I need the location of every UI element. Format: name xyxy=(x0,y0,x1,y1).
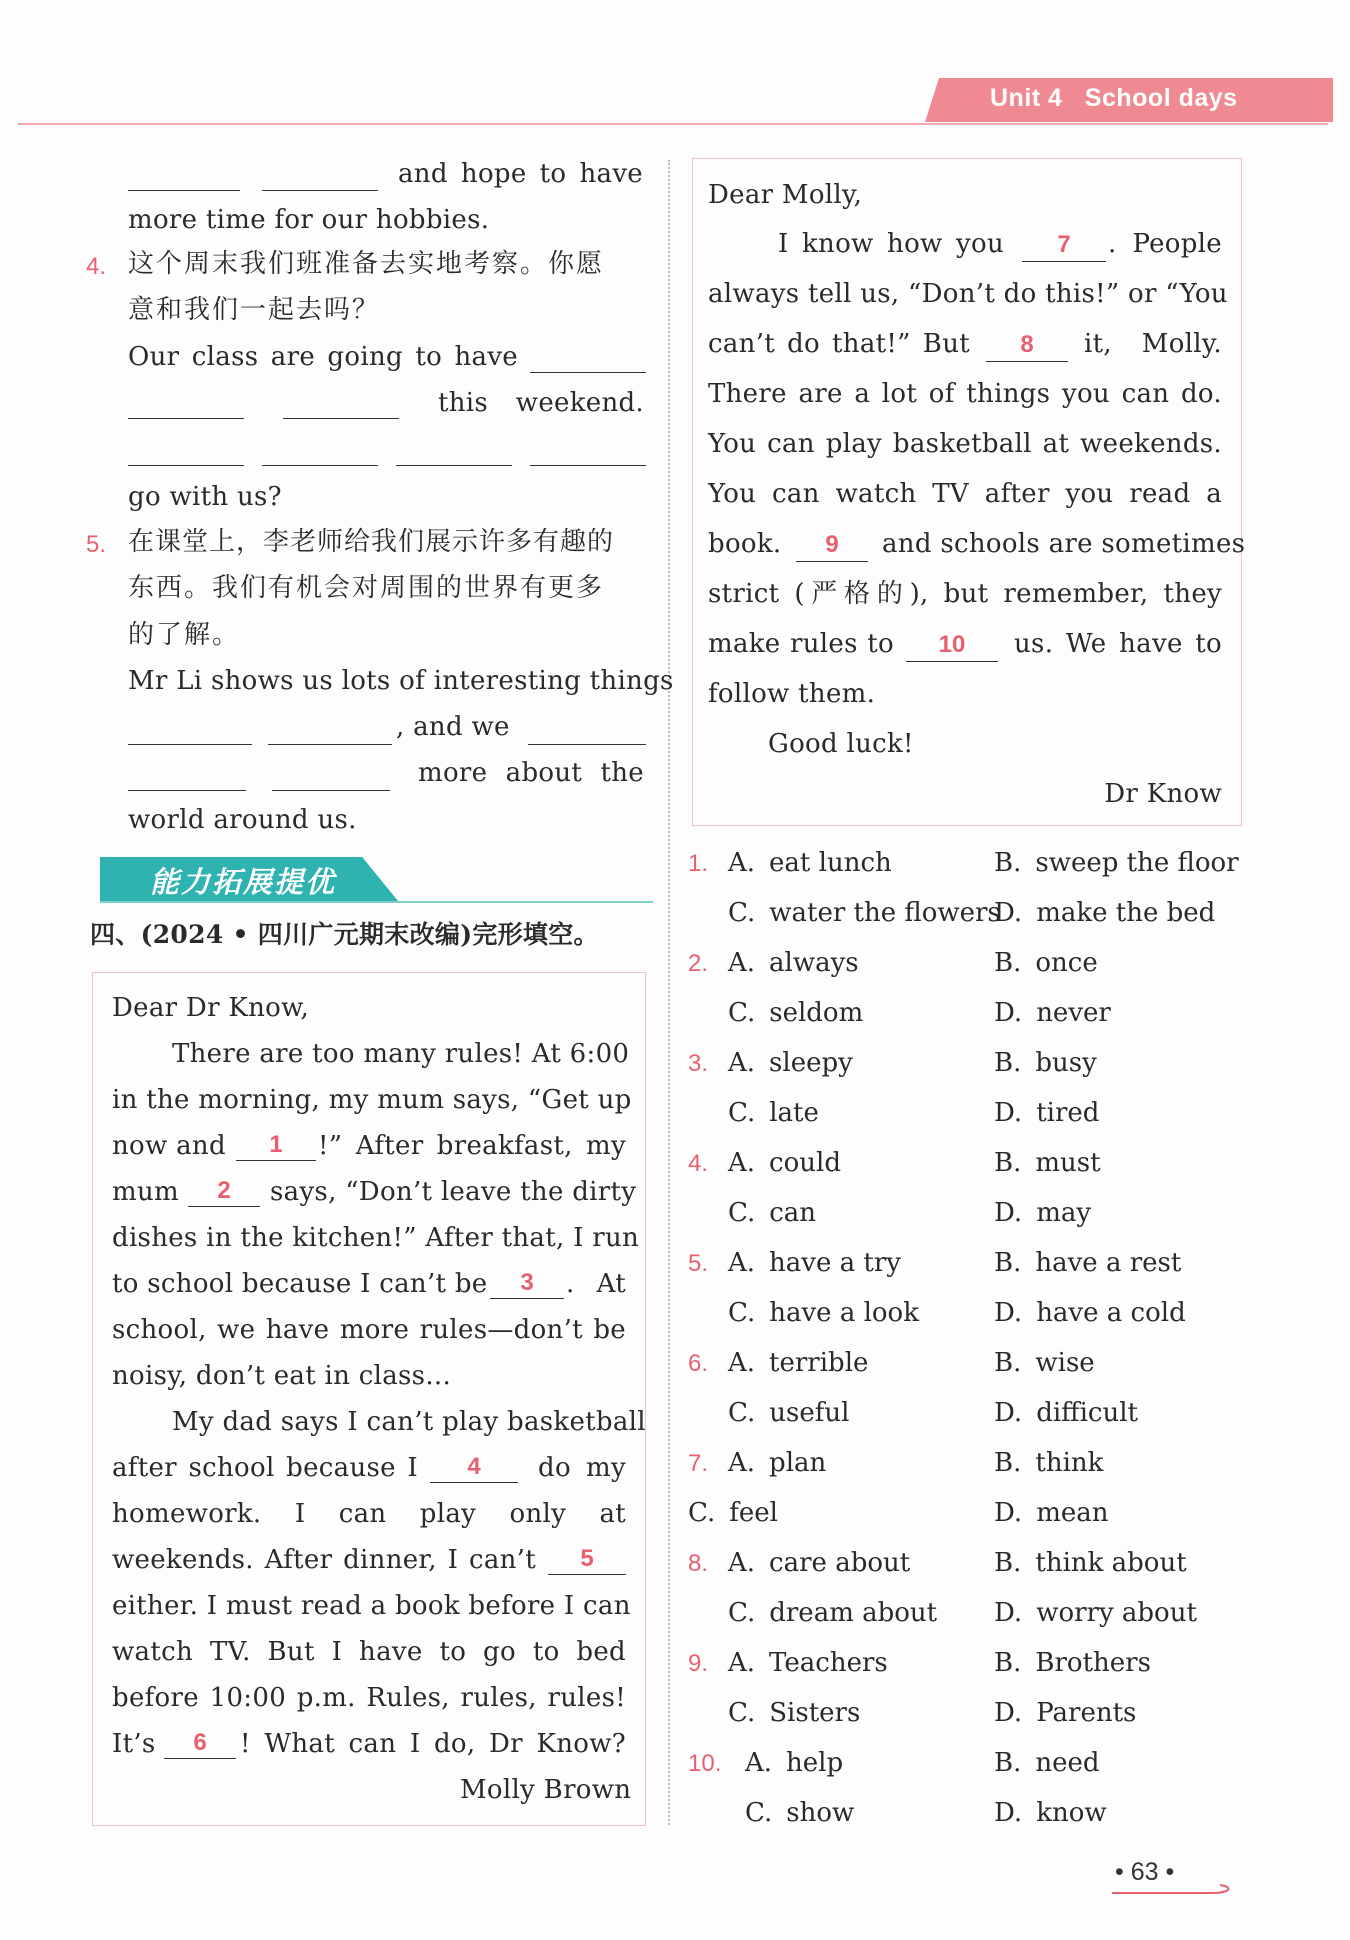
reply-line: always tell us, “Don’t do this!” or “You xyxy=(708,279,1228,309)
reply-line: strict (严格的), but remember, they xyxy=(708,579,1222,609)
option-letter: A. xyxy=(728,1248,756,1278)
reply-line: can’t do that!” But xyxy=(708,329,970,359)
option-d[interactable] xyxy=(994,898,1215,928)
option-c[interactable] xyxy=(728,1698,860,1728)
option-letter: A. xyxy=(728,1548,756,1578)
option-b[interactable] xyxy=(994,1348,1095,1378)
option-letter: D. xyxy=(994,998,1023,1028)
page-number: • 63 • xyxy=(1115,1858,1175,1886)
option-letter: C. xyxy=(728,1698,756,1728)
option-c[interactable] xyxy=(728,1198,816,1228)
english-sentence: go with us? xyxy=(128,482,282,512)
question-number: 4. xyxy=(86,253,107,280)
unit-label: Unit 4 xyxy=(990,84,1063,112)
letter-line: says, “Don’t leave the dirty xyxy=(270,1177,637,1207)
option-text: water the flowers xyxy=(769,898,1001,928)
option-letter: D. xyxy=(994,1098,1023,1128)
answer-blank[interactable] xyxy=(528,744,646,745)
letter-line: ! What can I do, Dr Know? xyxy=(240,1729,626,1759)
option-text: have a look xyxy=(769,1298,919,1328)
option-number: 4. xyxy=(688,1150,709,1177)
unit-header xyxy=(990,84,1238,113)
option-c[interactable] xyxy=(745,1798,854,1828)
chinese-prompt: 意和我们一起去吗？ xyxy=(128,295,381,325)
option-b[interactable] xyxy=(994,1248,1181,1278)
option-text: know xyxy=(1036,1798,1107,1828)
option-b[interactable] xyxy=(994,1148,1101,1178)
question-number: 5. xyxy=(86,531,107,558)
cloze-blank[interactable] xyxy=(164,1758,236,1759)
option-b[interactable] xyxy=(994,1448,1103,1478)
option-number: 7. xyxy=(688,1450,709,1477)
option-text: mean xyxy=(1036,1498,1109,1528)
text-line: and hope to have xyxy=(398,159,643,189)
section-banner-rule xyxy=(100,901,653,903)
blank-number: 3 xyxy=(520,1269,534,1296)
option-letter: A. xyxy=(728,948,756,978)
option-text: need xyxy=(1035,1748,1100,1778)
option-letter: B. xyxy=(994,1448,1022,1478)
option-text: tired xyxy=(1036,1098,1100,1128)
reply-line: You can watch TV after you read a xyxy=(708,479,1222,509)
option-c[interactable] xyxy=(728,898,1001,928)
answer-blank[interactable] xyxy=(262,465,378,466)
reply-line: I know how you xyxy=(778,229,1004,259)
cloze-blank[interactable] xyxy=(986,361,1068,362)
option-letter: B. xyxy=(994,848,1022,878)
option-d[interactable] xyxy=(994,1198,1091,1228)
option-a[interactable] xyxy=(728,1348,868,1378)
answer-blank[interactable] xyxy=(530,372,646,373)
cloze-blank[interactable] xyxy=(1022,261,1106,262)
option-text: late xyxy=(769,1098,819,1128)
letter-line: My dad says I can’t play basketball xyxy=(172,1407,646,1437)
option-number: 2. xyxy=(688,950,709,977)
option-letter: C. xyxy=(728,898,756,928)
chinese-prompt: 这个周末我们班准备去实地考察。你愿 xyxy=(128,249,605,279)
answer-blank[interactable] xyxy=(272,790,390,791)
answer-blank[interactable] xyxy=(128,418,244,419)
option-letter: C. xyxy=(728,998,756,1028)
header-rule xyxy=(18,123,1328,125)
option-text: have a try xyxy=(769,1248,901,1278)
option-b[interactable] xyxy=(994,1648,1151,1678)
option-letter: D. xyxy=(994,1698,1023,1728)
letter-line: before 10:00 p.m. Rules, rules, rules! xyxy=(112,1683,626,1713)
option-text: Teachers xyxy=(769,1648,888,1678)
option-letter: A. xyxy=(728,1048,756,1078)
option-letter: A. xyxy=(728,1148,756,1178)
option-text: Brothers xyxy=(1035,1648,1151,1678)
letter-line: mum xyxy=(112,1177,179,1207)
option-text: plan xyxy=(769,1448,827,1478)
option-text: busy xyxy=(1035,1048,1097,1078)
answer-blank[interactable] xyxy=(530,465,646,466)
page-number-swoosh xyxy=(1110,1880,1240,1892)
answer-blank[interactable] xyxy=(283,418,399,419)
option-text: dream about xyxy=(769,1598,938,1628)
option-letter: B. xyxy=(994,1248,1022,1278)
letter-line: watch TV. But I have to go to bed xyxy=(112,1637,626,1667)
option-a[interactable] xyxy=(728,1548,910,1578)
answer-blank[interactable] xyxy=(128,744,252,745)
section-banner-label: 能力拓展提优 xyxy=(150,867,337,899)
letter-line: It’s xyxy=(112,1729,156,1759)
option-text: care about xyxy=(769,1548,911,1578)
option-a[interactable] xyxy=(728,948,859,978)
option-a[interactable] xyxy=(728,1148,841,1178)
option-number: 5. xyxy=(688,1250,709,1277)
option-letter: C. xyxy=(745,1798,773,1828)
option-text: never xyxy=(1036,998,1111,1028)
cloze-blank[interactable] xyxy=(188,1206,260,1207)
option-a[interactable] xyxy=(728,1648,888,1678)
option-a[interactable] xyxy=(728,848,892,878)
option-text: think about xyxy=(1035,1548,1187,1578)
option-letter: A. xyxy=(728,848,756,878)
reply-greeting: Dear Molly, xyxy=(708,180,863,210)
option-text: eat lunch xyxy=(769,848,892,878)
option-a[interactable] xyxy=(728,1048,853,1078)
option-text: make the bed xyxy=(1036,898,1216,928)
option-d[interactable] xyxy=(994,1398,1138,1428)
option-text: sweep the floor xyxy=(1035,848,1239,878)
option-letter: B. xyxy=(994,1648,1022,1678)
chinese-prompt: 在课堂上，李老师给我们展示许多有趣的 xyxy=(128,527,615,557)
option-c[interactable] xyxy=(688,1498,778,1528)
blank-number: 2 xyxy=(217,1177,231,1204)
option-text: Parents xyxy=(1036,1698,1137,1728)
option-b[interactable] xyxy=(994,848,1239,878)
option-d[interactable] xyxy=(994,1698,1136,1728)
option-text: once xyxy=(1035,948,1098,978)
reply-line: and schools are sometimes xyxy=(882,529,1246,559)
option-letter: A. xyxy=(745,1748,773,1778)
option-c[interactable] xyxy=(728,1598,937,1628)
letter-line: !” After breakfast, my xyxy=(318,1131,626,1161)
option-letter: C. xyxy=(728,1198,756,1228)
option-d[interactable] xyxy=(994,1098,1099,1128)
option-text: difficult xyxy=(1036,1398,1139,1428)
option-text: useful xyxy=(769,1398,850,1428)
english-sentence: this weekend. xyxy=(438,388,644,418)
cloze-blank[interactable] xyxy=(430,1482,518,1483)
reply-line: follow them. xyxy=(708,679,876,709)
answer-blank[interactable] xyxy=(396,465,512,466)
option-text: feel xyxy=(729,1498,778,1528)
option-letter: D. xyxy=(994,1798,1023,1828)
option-letter: B. xyxy=(994,1548,1022,1578)
chinese-prompt: 的了解。 xyxy=(128,620,241,650)
option-number: 6. xyxy=(688,1350,709,1377)
option-letter: B. xyxy=(994,1148,1022,1178)
option-b[interactable] xyxy=(994,1748,1100,1778)
english-sentence: , and we xyxy=(396,712,510,742)
blank-number: 8 xyxy=(1020,331,1034,358)
option-text: think xyxy=(1035,1448,1104,1478)
option-letter: C. xyxy=(728,1398,756,1428)
blank-number: 4 xyxy=(467,1453,481,1480)
cloze-blank[interactable] xyxy=(796,561,868,562)
letter-line: dishes in the kitchen!” After that, I run xyxy=(112,1223,640,1253)
letter-line: after school because I xyxy=(112,1453,418,1483)
column-divider xyxy=(668,160,670,1825)
letter-line: either. I must read a book before I can xyxy=(112,1591,631,1621)
option-letter: B. xyxy=(994,948,1022,978)
section-title: 四、(2024 • 四川广元期末改编)完形填空。 xyxy=(90,920,599,949)
option-d[interactable] xyxy=(994,998,1111,1028)
reply-line: us. We have to xyxy=(1014,629,1222,659)
option-letter: D. xyxy=(994,1598,1023,1628)
option-text: always xyxy=(769,948,859,978)
option-letter: D. xyxy=(994,1298,1023,1328)
option-b[interactable] xyxy=(994,1048,1097,1078)
option-text: wise xyxy=(1035,1348,1095,1378)
option-c[interactable] xyxy=(728,998,863,1028)
answer-blank[interactable] xyxy=(128,465,244,466)
blank-number: 7 xyxy=(1057,231,1071,258)
option-text: help xyxy=(786,1748,844,1778)
option-number: 1. xyxy=(688,850,709,877)
option-text: worry about xyxy=(1036,1598,1197,1628)
reply-line: it, Molly. xyxy=(1084,329,1222,359)
option-text: can xyxy=(769,1198,817,1228)
option-d[interactable] xyxy=(994,1798,1107,1828)
english-sentence: more about the xyxy=(418,758,644,788)
letter-line: . At xyxy=(566,1269,626,1299)
letter-line: to school because I can’t be xyxy=(112,1269,488,1299)
english-sentence: world around us. xyxy=(128,805,357,835)
option-text: seldom xyxy=(769,998,864,1028)
option-a[interactable] xyxy=(728,1248,901,1278)
letter-signature: Molly Brown xyxy=(460,1775,632,1805)
option-a[interactable] xyxy=(745,1748,843,1778)
option-letter: C. xyxy=(728,1098,756,1128)
cloze-blank[interactable] xyxy=(236,1160,316,1161)
blank-number: 9 xyxy=(825,531,839,558)
letter-line: do my xyxy=(538,1453,626,1483)
option-number: 9. xyxy=(688,1650,709,1677)
reply-signature: Dr Know xyxy=(1104,779,1222,809)
text-line: more time for our hobbies. xyxy=(128,205,490,235)
answer-blank[interactable] xyxy=(268,744,392,745)
option-text: Sisters xyxy=(769,1698,861,1728)
option-letter: B. xyxy=(994,1348,1022,1378)
letter-greeting: Dear Dr Know, xyxy=(112,993,310,1023)
option-letter: A. xyxy=(728,1448,756,1478)
option-text: show xyxy=(786,1798,855,1828)
reply-line: make rules to xyxy=(708,629,894,659)
option-letter: A. xyxy=(728,1648,756,1678)
option-letter: C. xyxy=(728,1598,756,1628)
option-letter: D. xyxy=(994,1498,1023,1528)
letter-line: now and xyxy=(112,1131,226,1161)
option-b[interactable] xyxy=(994,948,1098,978)
english-sentence: Our class are going to have xyxy=(128,342,518,372)
answer-blank[interactable] xyxy=(128,790,246,791)
answer-blank[interactable] xyxy=(262,190,378,191)
letter-line: homework. I can play only at xyxy=(112,1499,626,1529)
blank-number: 10 xyxy=(938,631,966,658)
option-b[interactable] xyxy=(994,1548,1187,1578)
option-letter: C. xyxy=(688,1498,716,1528)
letter-line: There are too many rules! At 6:00 xyxy=(172,1039,630,1069)
option-c[interactable] xyxy=(728,1298,919,1328)
blank-number: 6 xyxy=(193,1729,207,1756)
option-number: 8. xyxy=(688,1550,709,1577)
option-letter: B. xyxy=(994,1748,1022,1778)
letter-line: school, we have more rules—don’t be xyxy=(112,1315,626,1345)
option-number: 10. xyxy=(688,1750,722,1777)
reply-line: You can play basketball at weekends. xyxy=(708,429,1222,459)
option-a[interactable] xyxy=(728,1448,826,1478)
option-d[interactable] xyxy=(994,1598,1197,1628)
option-text: have a cold xyxy=(1036,1298,1186,1328)
option-c[interactable] xyxy=(728,1098,819,1128)
cloze-blank[interactable] xyxy=(548,1574,626,1575)
cloze-blank[interactable] xyxy=(906,661,998,662)
reply-line: There are a lot of things you can do. xyxy=(708,379,1222,409)
option-letter: D. xyxy=(994,1198,1023,1228)
option-text: sleepy xyxy=(769,1048,853,1078)
unit-title: School days xyxy=(1084,84,1238,112)
reply-line: book. xyxy=(708,529,782,559)
option-text: terrible xyxy=(769,1348,869,1378)
option-letter: C. xyxy=(728,1298,756,1328)
chinese-prompt: 东西。我们有机会对周围的世界有更多 xyxy=(128,573,605,603)
option-letter: A. xyxy=(728,1348,756,1378)
cloze-blank[interactable] xyxy=(490,1298,564,1299)
blank-number: 5 xyxy=(580,1545,594,1572)
option-text: could xyxy=(769,1148,841,1178)
option-letter: D. xyxy=(994,1398,1023,1428)
letter-line: noisy, don’t eat in class... xyxy=(112,1361,452,1391)
answer-blank[interactable] xyxy=(128,190,240,191)
option-letter: D. xyxy=(994,898,1023,928)
reply-line: Good luck! xyxy=(768,729,914,759)
option-c[interactable] xyxy=(728,1398,849,1428)
english-sentence: Mr Li shows us lots of interesting things xyxy=(128,666,674,696)
letter-line: weekends. After dinner, I can’t xyxy=(112,1545,536,1575)
option-text: have a rest xyxy=(1035,1248,1182,1278)
reply-line: . People xyxy=(1108,229,1222,259)
option-letter: B. xyxy=(994,1048,1022,1078)
option-d[interactable] xyxy=(994,1498,1108,1528)
blank-number: 1 xyxy=(269,1131,283,1158)
letter-line: in the morning, my mum says, “Get up xyxy=(112,1085,632,1115)
option-text: must xyxy=(1035,1148,1101,1178)
option-number: 3. xyxy=(688,1050,709,1077)
option-d[interactable] xyxy=(994,1298,1186,1328)
option-text: may xyxy=(1036,1198,1092,1228)
